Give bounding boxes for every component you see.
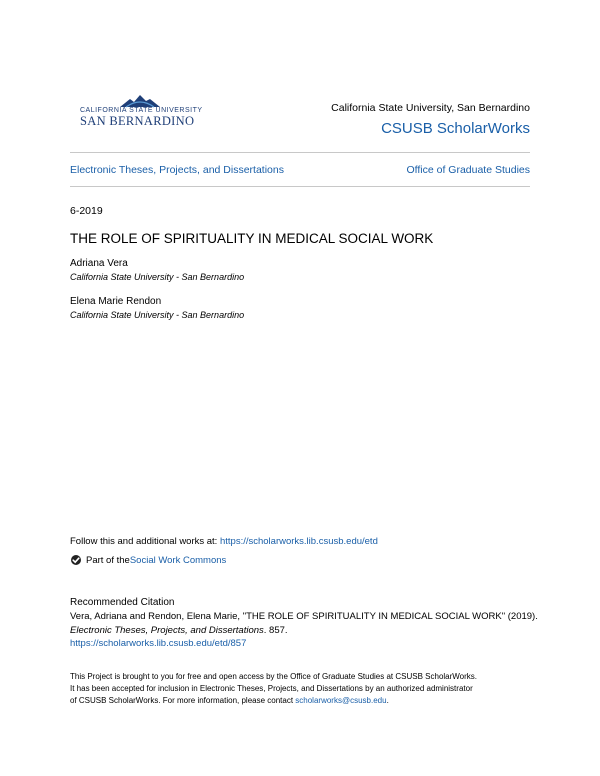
part-of-line [70, 554, 226, 566]
notice-prefix: of CSUSB ScholarWorks. For more information, please contact [70, 696, 296, 705]
author-affiliation: California State University - San Bernardino [70, 310, 245, 320]
citation-series: Electronic Theses, Projects, and Dissertations [70, 624, 264, 636]
repository-link[interactable]: CSUSB ScholarWorks [381, 120, 530, 137]
citation-line: Vera, Adriana and Rendon, Elena Marie, "THE ROLE OF SPIRITUALITY IN MEDICAL SOCIAL WORK" (2019). [70, 611, 538, 622]
citation-number: . 857. [263, 624, 288, 636]
institution-name: California State University, San Bernardino [331, 102, 530, 114]
notice-line [70, 695, 540, 707]
notice-suffix: . [386, 696, 389, 705]
divider-bottom [70, 186, 530, 187]
repository-url-link[interactable]: https://scholarworks.lib.csusb.edu/etd [219, 536, 378, 547]
commons-link[interactable]: Social Work Commons [129, 554, 227, 566]
open-access-icon [70, 554, 82, 566]
logo-text-line1: CALIFORNIA STATE UNIVERSITY [80, 107, 203, 114]
notice-line: This Project is brought to you for free and open access by the Office of Graduate Studies at CSUSB ScholarWorks. [70, 672, 478, 681]
document-title: THE ROLE OF SPIRITUALITY IN MEDICAL SOCIAL WORK [70, 231, 434, 246]
publication-date: 6-2019 [70, 205, 103, 217]
university-logo[interactable] [80, 93, 203, 133]
follow-prefix: Follow this and additional works at: [70, 536, 220, 547]
author-name: Adriana Vera [70, 258, 128, 269]
access-notice [70, 671, 540, 707]
collection-link[interactable]: Electronic Theses, Projects, and Dissertations [70, 164, 284, 176]
author-affiliation: California State University - San Bernardino [70, 272, 245, 282]
follow-line [70, 536, 378, 547]
author-name: Elena Marie Rendon [70, 296, 162, 307]
citation-heading: Recommended Citation [70, 597, 175, 608]
citation-url-link[interactable]: https://scholarworks.lib.csusb.edu/etd/857 [70, 638, 247, 649]
citation-series-line [70, 624, 540, 638]
citation-text [70, 610, 540, 651]
divider-top [70, 152, 530, 153]
notice-line: It has been accepted for inclusion in Electronic Theses, Projects, and Dissertations by an authorized administrator [70, 684, 473, 693]
part-of-prefix: Part of the [86, 554, 130, 566]
contact-email-link[interactable]: scholarworks@csusb.edu [295, 696, 387, 705]
logo-text-line2: SAN BERNARDINO [80, 114, 195, 128]
office-link[interactable]: Office of Graduate Studies [406, 164, 530, 176]
